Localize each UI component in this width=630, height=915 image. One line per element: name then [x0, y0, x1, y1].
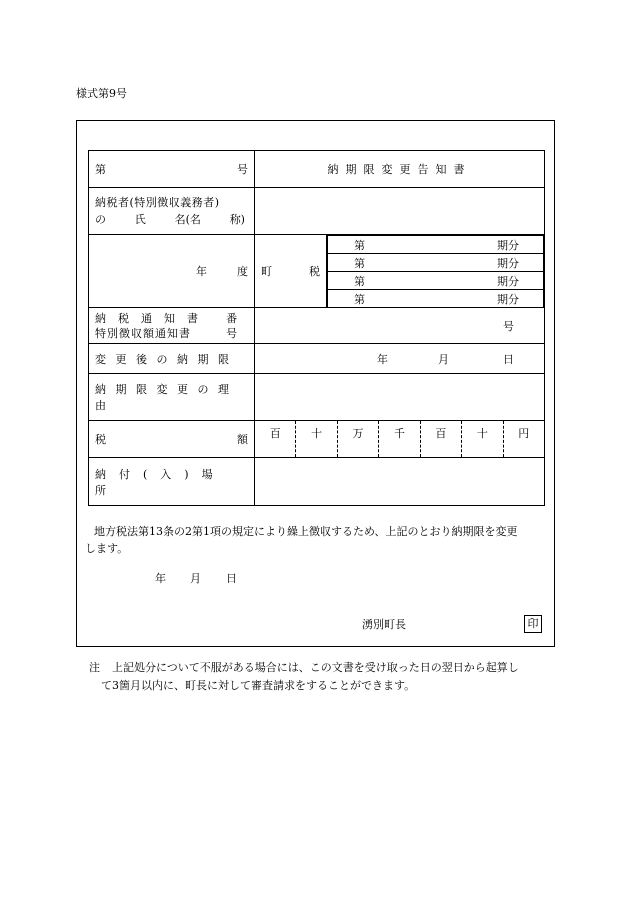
- notice-line2: 特別徴収額通知書: [95, 326, 191, 340]
- amount-zei: 税: [95, 433, 106, 446]
- taxpayer-shi: 氏: [134, 213, 146, 226]
- reason-value: [255, 374, 545, 421]
- header-go: 号: [237, 163, 248, 176]
- deadline-nen: 年: [377, 352, 388, 366]
- digit-man: 万: [337, 421, 378, 457]
- note-line2: て3箇月以内に、町長に対して審査請求をすることができます。: [101, 679, 416, 692]
- header-row: [89, 151, 545, 188]
- taxpayer-no: の: [95, 213, 106, 226]
- fiscal-row: [89, 235, 545, 308]
- taxpayer-sho: 称): [229, 213, 245, 226]
- fiscal-cho: 町: [261, 265, 272, 278]
- note-prefix: 注: [89, 661, 100, 674]
- period-dai: 第: [354, 256, 365, 270]
- notice-row: [89, 308, 545, 344]
- reason-label: 納期限変更の理由: [95, 383, 239, 412]
- form-number: 様式第9号: [76, 87, 127, 100]
- period-bun: 期分: [497, 238, 519, 252]
- notice-line1: 納税通知書: [95, 311, 210, 325]
- period-list: [327, 235, 544, 307]
- notice-form-table: [88, 150, 545, 506]
- fiscal-zei: 税: [309, 265, 320, 278]
- amount-digit-grid: [255, 421, 544, 457]
- notice-bango: 番号: [226, 311, 238, 340]
- header-dai: 第: [95, 163, 106, 176]
- form-title: 納期限変更告知書: [327, 163, 472, 176]
- period-dai: 第: [354, 274, 365, 288]
- date-tsuki: 月: [190, 572, 201, 585]
- digit-juu: 十: [461, 421, 502, 457]
- payment-place-row: [89, 458, 545, 506]
- taxpayer-value: [255, 188, 545, 235]
- reason-row: [89, 374, 545, 421]
- period-dai: 第: [354, 238, 365, 252]
- taxpayer-label-line1: 納税者(特別徴収義務者): [95, 196, 220, 209]
- payment-place-value: [255, 458, 545, 506]
- period-bun: 期分: [497, 274, 519, 288]
- period-bun: 期分: [497, 256, 519, 270]
- deadline-tsuki: 月: [438, 352, 449, 366]
- deadline-row: [89, 344, 545, 374]
- notice-go: 号: [503, 319, 514, 333]
- taxpayer-mei: 名(名: [174, 213, 201, 226]
- date-hi: 日: [226, 572, 237, 585]
- taxpayer-row: [89, 188, 545, 235]
- digit-hyaku: 百: [420, 421, 461, 457]
- note-line1: 上記処分について不服がある場合には、この文書を受け取った日の翌日から起算し: [112, 661, 519, 674]
- seal-stamp: 印: [524, 615, 542, 633]
- payment-place-label: 納付(入)場所: [95, 467, 226, 497]
- statement-line1: 地方税法第13条の2第1項の規定により繰上徴収するため、上記のとおり納期限を変更: [94, 525, 518, 538]
- deadline-hi: 日: [503, 352, 514, 366]
- tax-amount-row: [89, 421, 545, 458]
- period-dai: 第: [354, 292, 365, 306]
- signer-title: 湧別町長: [362, 618, 406, 631]
- period-bun: 期分: [497, 292, 519, 306]
- fiscal-nen: 年: [196, 265, 207, 278]
- digit-sen: 千: [378, 421, 419, 457]
- digit-juu-man: 十: [295, 421, 336, 457]
- statement-line2: します。: [85, 542, 129, 555]
- fiscal-do: 度: [237, 265, 248, 278]
- date-nen: 年: [155, 572, 166, 585]
- digit-en: 円: [503, 421, 544, 457]
- amount-gaku: 額: [237, 433, 248, 446]
- deadline-label: 変更後の納期限: [95, 352, 239, 366]
- digit-hyaku-man: 百: [269, 427, 281, 440]
